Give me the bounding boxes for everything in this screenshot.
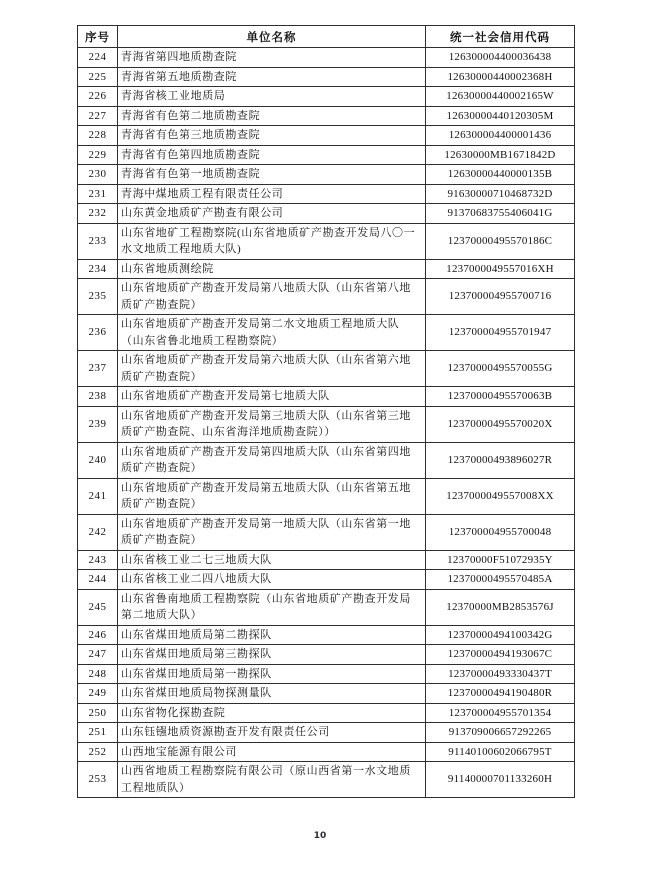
unit-name-cell: 青海省有色第四地质勘查院	[118, 145, 426, 165]
credit-code-cell: 123700004955701947	[426, 315, 575, 351]
row-number-cell: 251	[78, 723, 118, 743]
table-row	[78, 406, 575, 442]
header-credit-code: 统一社会信用代码	[426, 26, 575, 48]
row-number-cell: 234	[78, 259, 118, 279]
row-number-cell: 248	[78, 664, 118, 684]
table-row	[78, 664, 575, 684]
table-row	[78, 625, 575, 645]
table-row	[78, 742, 575, 762]
unit-name-cell: 山东省煤田地质局物探测量队	[118, 684, 426, 704]
row-number-cell: 239	[78, 406, 118, 442]
credit-code-cell: 12370000495570063B	[426, 387, 575, 407]
unit-name-cell: 山东省地质矿产勘查开发局第七地质大队	[118, 387, 426, 407]
unit-name-cell: 山东省地质矿产勘查开发局第八地质大队（山东省第八地质矿产勘查院）	[118, 279, 426, 315]
table-row	[78, 165, 575, 185]
credit-code-cell: 126300004400001436	[426, 126, 575, 146]
table-row	[78, 442, 575, 478]
table-body	[78, 48, 575, 798]
credit-code-cell: 12630000MB1671842D	[426, 145, 575, 165]
credit-code-cell: 12370000494193067C	[426, 645, 575, 665]
header-serial-number: 序号	[78, 26, 118, 48]
credit-code-cell: 1237000049557008XX	[426, 478, 575, 514]
row-number-cell: 253	[78, 762, 118, 798]
table-row	[78, 478, 575, 514]
unit-name-cell: 山东省煤田地质局第一勘探队	[118, 664, 426, 684]
table-row	[78, 204, 575, 224]
row-number-cell: 238	[78, 387, 118, 407]
credit-code-cell: 12630000440002165W	[426, 87, 575, 107]
credit-code-cell: 123700004955700048	[426, 514, 575, 550]
unit-name-cell: 山东省核工业二七三地质大队	[118, 550, 426, 570]
row-number-cell: 226	[78, 87, 118, 107]
table-row	[78, 48, 575, 68]
credit-code-cell: 91370683755406041G	[426, 204, 575, 224]
credit-code-cell: 91140000701133260H	[426, 762, 575, 798]
table-row	[78, 126, 575, 146]
row-number-cell: 249	[78, 684, 118, 704]
row-number-cell: 242	[78, 514, 118, 550]
credit-code-cell: 12630000440002368H	[426, 67, 575, 87]
table-row	[78, 645, 575, 665]
credit-code-cell: 12370000MB2853576J	[426, 589, 575, 625]
row-number-cell: 240	[78, 442, 118, 478]
unit-name-cell: 山东省地质矿产勘查开发局第四地质大队（山东省第四地质矿产勘查院）	[118, 442, 426, 478]
credit-code-cell: 1237000049557016XH	[426, 259, 575, 279]
unit-name-cell: 青海省第五地质勘查院	[118, 67, 426, 87]
row-number-cell: 232	[78, 204, 118, 224]
row-number-cell: 243	[78, 550, 118, 570]
unit-name-cell: 山东省地质矿产勘查开发局第五地质大队（山东省第五地质矿产勘查院）	[118, 478, 426, 514]
credit-code-cell: 12630000440120305M	[426, 106, 575, 126]
table-header	[78, 26, 575, 48]
credit-code-table	[77, 25, 575, 798]
unit-name-cell: 山东省地质矿产勘查开发局第三地质大队（山东省第三地质矿产勘查院、山东省海洋地质勘查院））	[118, 406, 426, 442]
row-number-cell: 252	[78, 742, 118, 762]
credit-code-cell: 12370000495570485A	[426, 570, 575, 590]
row-number-cell: 233	[78, 223, 118, 259]
row-number-cell: 250	[78, 703, 118, 723]
table-row	[78, 514, 575, 550]
row-number-cell: 228	[78, 126, 118, 146]
unit-name-cell: 山东省物化探勘查院	[118, 703, 426, 723]
unit-name-cell: 青海省有色第一地质勘查院	[118, 165, 426, 185]
unit-name-cell: 山东省地质矿产勘查开发局第二水文地质工程地质大队（山东省鲁北地质工程勘察院）	[118, 315, 426, 351]
credit-code-cell: 12370000493896027R	[426, 442, 575, 478]
table-row	[78, 259, 575, 279]
unit-name-cell: 青海省有色第三地质勘查院	[118, 126, 426, 146]
credit-code-cell: 12370000495570055G	[426, 351, 575, 387]
unit-name-cell: 山东省鲁南地质工程勘察院（山东省地质矿产勘查开发局第二地质大队）	[118, 589, 426, 625]
unit-name-cell: 山东省煤田地质局第二勘探队	[118, 625, 426, 645]
row-number-cell: 244	[78, 570, 118, 590]
row-number-cell: 227	[78, 106, 118, 126]
row-number-cell: 225	[78, 67, 118, 87]
unit-name-cell: 山东省地质矿产勘查开发局第一地质大队（山东省第一地质矿产勘查院）	[118, 514, 426, 550]
header-unit-name: 单位名称	[118, 26, 426, 48]
unit-name-cell: 青海省第四地质勘查院	[118, 48, 426, 68]
unit-name-cell: 山东省地矿工程勘察院(山东省地质矿产勘查开发局八〇一水文地质工程地质大队)	[118, 223, 426, 259]
table-row	[78, 223, 575, 259]
credit-code-cell: 126300004400036438	[426, 48, 575, 68]
unit-name-cell: 山东黄金地质矿产勘查有限公司	[118, 204, 426, 224]
unit-name-cell: 山东省地质测绘院	[118, 259, 426, 279]
table-row	[78, 703, 575, 723]
row-number-cell: 237	[78, 351, 118, 387]
credit-code-cell: 12630000440000135B	[426, 165, 575, 185]
credit-code-cell: 913709006657292265	[426, 723, 575, 743]
table-row	[78, 351, 575, 387]
unit-name-cell: 山西省地质工程勘察院有限公司（原山西省第一水文地质工程地质队）	[118, 762, 426, 798]
credit-code-cell: 12370000494190480R	[426, 684, 575, 704]
unit-name-cell: 山东省核工业二四八地质大队	[118, 570, 426, 590]
unit-name-cell: 山东钰镪地质资源勘查开发有限责任公司	[118, 723, 426, 743]
table-row	[78, 762, 575, 798]
table-row	[78, 67, 575, 87]
table-row	[78, 570, 575, 590]
credit-code-cell: 12370000495570020X	[426, 406, 575, 442]
credit-code-cell: 123700004955701354	[426, 703, 575, 723]
table-row	[78, 145, 575, 165]
row-number-cell: 230	[78, 165, 118, 185]
unit-name-cell: 青海中煤地质工程有限责任公司	[118, 184, 426, 204]
row-number-cell: 245	[78, 589, 118, 625]
credit-code-cell: 123700004955700716	[426, 279, 575, 315]
credit-code-cell: 91140100602066795T	[426, 742, 575, 762]
row-number-cell: 231	[78, 184, 118, 204]
row-number-cell: 229	[78, 145, 118, 165]
table-row	[78, 723, 575, 743]
page-number: 10	[313, 831, 327, 841]
table-row	[78, 279, 575, 315]
credit-code-cell: 12370000F51072935Y	[426, 550, 575, 570]
table-row	[78, 106, 575, 126]
unit-name-cell: 山东省地质矿产勘查开发局第六地质大队（山东省第六地质矿产勘查院）	[118, 351, 426, 387]
row-number-cell: 236	[78, 315, 118, 351]
row-number-cell: 246	[78, 625, 118, 645]
header-row	[78, 26, 575, 48]
unit-name-cell: 山西地宝能源有限公司	[118, 742, 426, 762]
row-number-cell: 247	[78, 645, 118, 665]
table-row	[78, 184, 575, 204]
table-row	[78, 87, 575, 107]
credit-code-cell: 12370000495570186C	[426, 223, 575, 259]
credit-code-cell: 12370000493330437T	[426, 664, 575, 684]
row-number-cell: 241	[78, 478, 118, 514]
unit-name-cell: 青海省核工业地质局	[118, 87, 426, 107]
table-row	[78, 589, 575, 625]
table-row	[78, 684, 575, 704]
table-row	[78, 387, 575, 407]
unit-name-cell: 山东省煤田地质局第三勘探队	[118, 645, 426, 665]
table-row	[78, 315, 575, 351]
unit-name-cell: 青海省有色第二地质勘查院	[118, 106, 426, 126]
row-number-cell: 224	[78, 48, 118, 68]
row-number-cell: 235	[78, 279, 118, 315]
table-row	[78, 550, 575, 570]
credit-code-cell: 91630000710468732D	[426, 184, 575, 204]
credit-code-cell: 12370000494100342G	[426, 625, 575, 645]
